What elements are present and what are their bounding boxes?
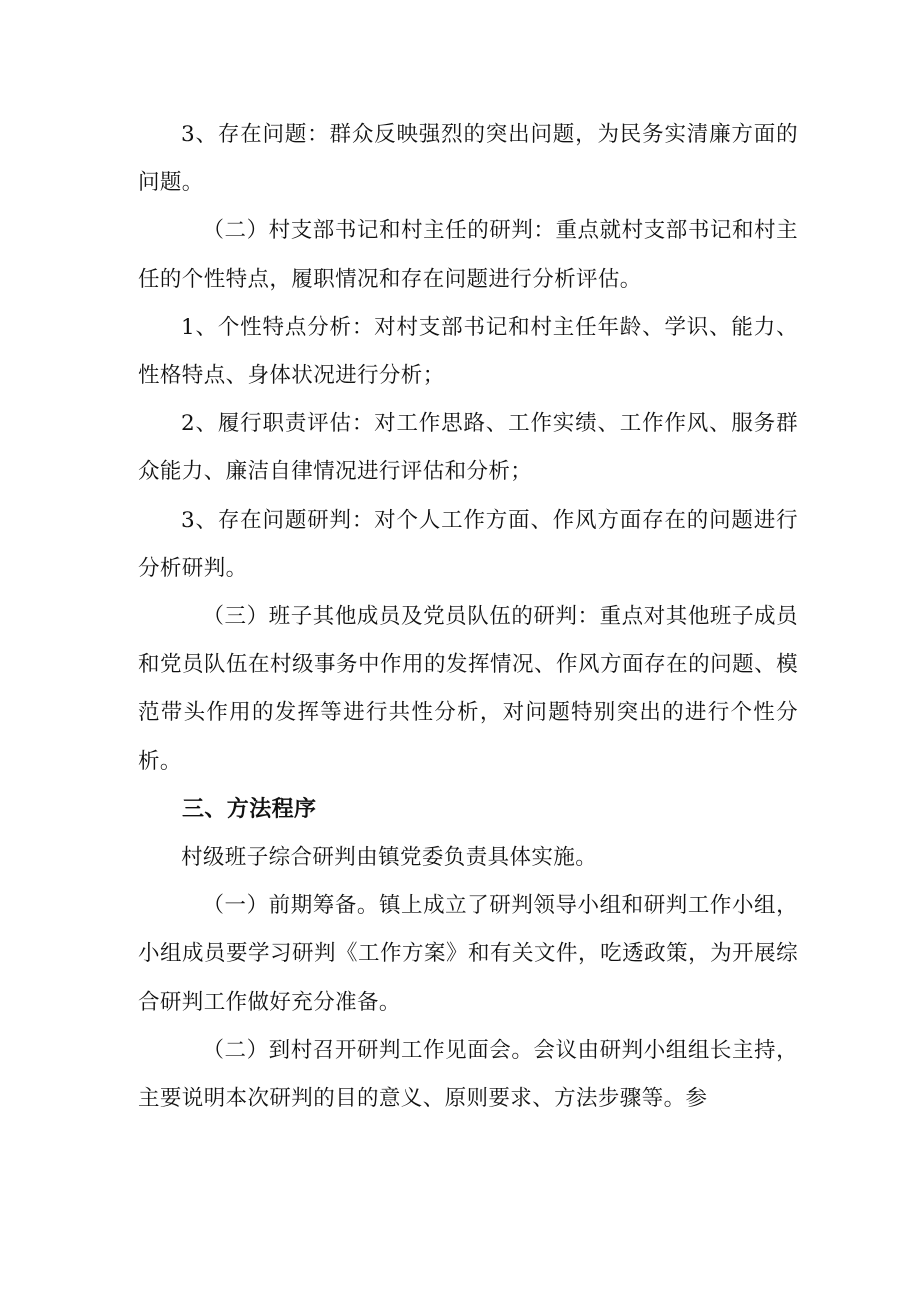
paragraph-problems: 3、存在问题：群众反映强烈的突出问题，为民务实清廉方面的问题。 bbox=[138, 122, 798, 196]
paragraph-preparation: （一）前期筹备。镇上成立了研判领导小组和研判工作小组，小组成员要学习研判《工作方案》和有关文件，吃透政策，为开展综合研判工作做好充分准备。 bbox=[138, 893, 798, 1015]
paragraph-duty-evaluation: 2、履行职责评估：对工作思路、工作实绩、工作作风、服务群众能力、廉洁自律情况进行评估和分析； bbox=[138, 411, 798, 485]
paragraph-personality-analysis: 1、个性特点分析：对村支部书记和村主任年龄、学识、能力、性格特点、身体状况进行分析； bbox=[138, 314, 798, 389]
paragraph-other-members: （三）班子其他成员及党员队伍的研判：重点对其他班子成员和党员队伍在村级事务中作用的发挥情况、作风方面存在的问题、模范带头作用的发挥等进行共性分析，对问题特别突出的进行个性分析。 bbox=[138, 604, 798, 774]
paragraph-meeting: （二）到村召开研判工作见面会。会议由研判小组组长主持，主要说明本次研判的目的意义、原则要求、方法步骤等。参 bbox=[138, 1037, 798, 1112]
paragraph-secretary-director: （二）村支部书记和村主任的研判：重点就村支部书记和村主任的个性特点，履职情况和存在问题进行分析评估。 bbox=[138, 218, 798, 292]
paragraph-implementation: 村级班子综合研判由镇党委负责具体实施。 bbox=[181, 845, 598, 871]
paragraph-problem-judgement: 3、存在问题研判：对个人工作方面、作风方面存在的问题进行分析研判。 bbox=[138, 507, 798, 581]
section-heading-methods: 三、方法程序 bbox=[182, 796, 317, 822]
document-body bbox=[138, 111, 798, 1123]
